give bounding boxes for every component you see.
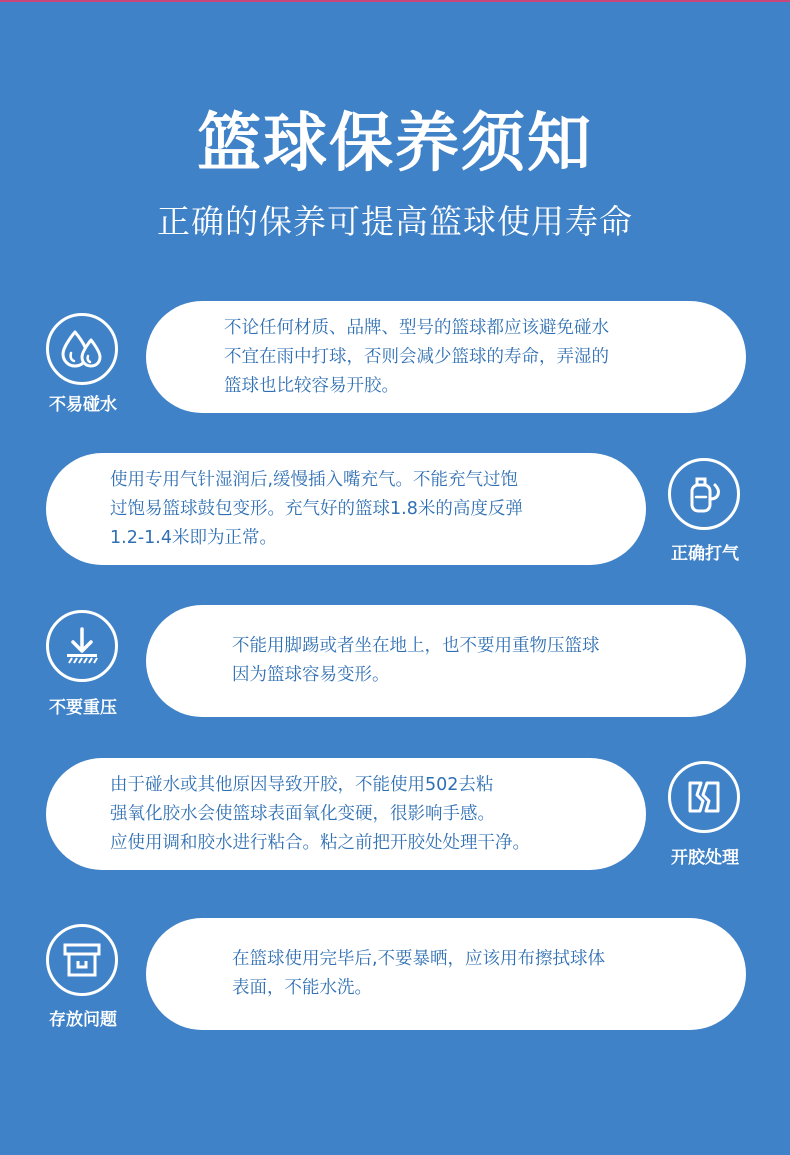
air-pump-icon <box>668 458 740 530</box>
section-label-glue: 开胶处理 <box>671 848 739 868</box>
tip-card-press <box>146 605 746 717</box>
tip-text-water: 不论任何材质、品牌、型号的篮球都应该避免碰水 不宜在雨中打球，否则会减少篮球的寿命，弄湿的 篮球也比较容易开胶。 <box>224 317 609 396</box>
tip-text-storage: 在篮球使用完毕后,不要暴晒，应该用布擦拭球体 表面，不能水洗。 <box>232 949 606 998</box>
top-accent-line <box>0 0 790 2</box>
section-label-inflate: 正确打气 <box>671 544 739 564</box>
page-subtitle: 正确的保养可提高篮球使用寿命 <box>157 202 633 241</box>
press-down-icon <box>46 610 118 682</box>
section-label-water: 不易碰水 <box>49 395 117 415</box>
split-seam-icon <box>668 761 740 833</box>
storage-box-icon <box>46 924 118 996</box>
tip-text-press: 不能用脚踢或者坐在地上，也不要用重物压篮球 因为篮球容易变形。 <box>232 636 600 685</box>
section-label-storage: 存放问题 <box>49 1010 117 1030</box>
tip-card-inflate <box>46 453 646 565</box>
water-drops-icon <box>46 313 118 385</box>
tip-card-water <box>146 301 746 413</box>
section-label-press: 不要重压 <box>49 698 117 718</box>
page-title: 篮球保养须知 <box>197 107 593 181</box>
tip-text-inflate: 使用专用气针湿润后,缓慢插入嘴充气。不能充气过饱 过饱易篮球鼓包变形。充气好的篮球1.8米的高度反弹 1.2-1.4米即为正常。 <box>110 469 523 548</box>
tip-text-glue: 由于碰水或其他原因导致开胶，不能使用502去粘 强氧化胶水会使篮球表面氧化变硬，很影响手感。 应使用调和胶水进行粘合。粘之前把开胶处处理干净。 <box>110 774 530 853</box>
tip-card-storage <box>146 918 746 1030</box>
tip-card-glue <box>46 758 646 870</box>
